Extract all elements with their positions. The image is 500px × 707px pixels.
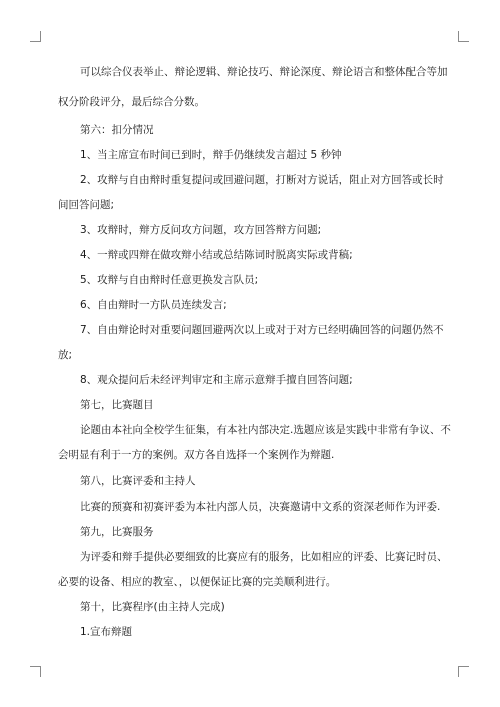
crop-mark-top-left (30, 31, 41, 42)
paragraph-line: 比赛的预赛和初赛评委为本社内部人员，决赛邀请中文系的资深老师作为评委. (80, 501, 441, 513)
section-heading: 第八，比赛评委和主持人 (80, 475, 196, 487)
paragraph-line: 为评委和辩手提供必要细致的比赛应有的服务，比如相应的评委、比赛记时员、 (80, 551, 448, 563)
list-item: 1.宣布辩题 (80, 626, 133, 638)
list-item: 3、攻辩时，辩方反问攻方问题，攻方回答辩方问题; (80, 224, 322, 236)
list-item: 8、观众提问后未经评判审定和主席示意辩手擅自回答问题; (80, 374, 353, 386)
list-item: 7、自由辩论时对重要问题回避两次以上或对于对方已经明确回答的问题仍然不 (80, 324, 444, 336)
crop-mark-bottom-left (30, 666, 41, 677)
section-heading: 第七，比赛题目 (80, 399, 154, 411)
crop-mark-top-right (458, 31, 469, 42)
paragraph-line: 间回答问题; (58, 199, 115, 211)
crop-mark-bottom-right (458, 666, 469, 677)
paragraph-line: 放; (58, 349, 73, 361)
paragraph-line: 必要的设备、相应的教室、，以便保证比赛的完美顺利进行。 (58, 576, 337, 588)
section-heading: 第六：扣分情况 (80, 124, 154, 136)
paragraph-line: 权分阶段评分，最后综合分数。 (58, 96, 205, 108)
paragraph-line: 会明显有利于一方的案例。双方各自选择一个案例作为辩题. (58, 449, 335, 461)
list-item: 4、一辩或四辩在做攻辩小结或总结陈词时脱离实际或背稿; (80, 249, 353, 261)
list-item: 1、当主席宣布时间已到时，辩手仍继续发言超过 5 秒钟 (80, 149, 342, 161)
section-heading: 第九，比赛服务 (80, 526, 154, 538)
section-heading: 第十，比赛程序(由主持人完成) (80, 601, 225, 613)
paragraph-line: 可以综合仪表举止、辩论逻辑、辩论技巧、辩论深度、辩论语言和整体配合等加 (80, 66, 448, 78)
list-item: 5、攻辩与自由辩时任意更换发言队员; (80, 274, 259, 286)
list-item: 6、自由辩时一方队员连续发言; (80, 299, 227, 311)
paragraph-line: 论题由本社向全校学生征集，有本社内部决定.选题应该是实践中非常有争议、不 (80, 424, 451, 436)
list-item: 2、攻辩与自由辩时重复提问或回避问题，打断对方说话，阻止对方回答或长时 (80, 174, 444, 186)
